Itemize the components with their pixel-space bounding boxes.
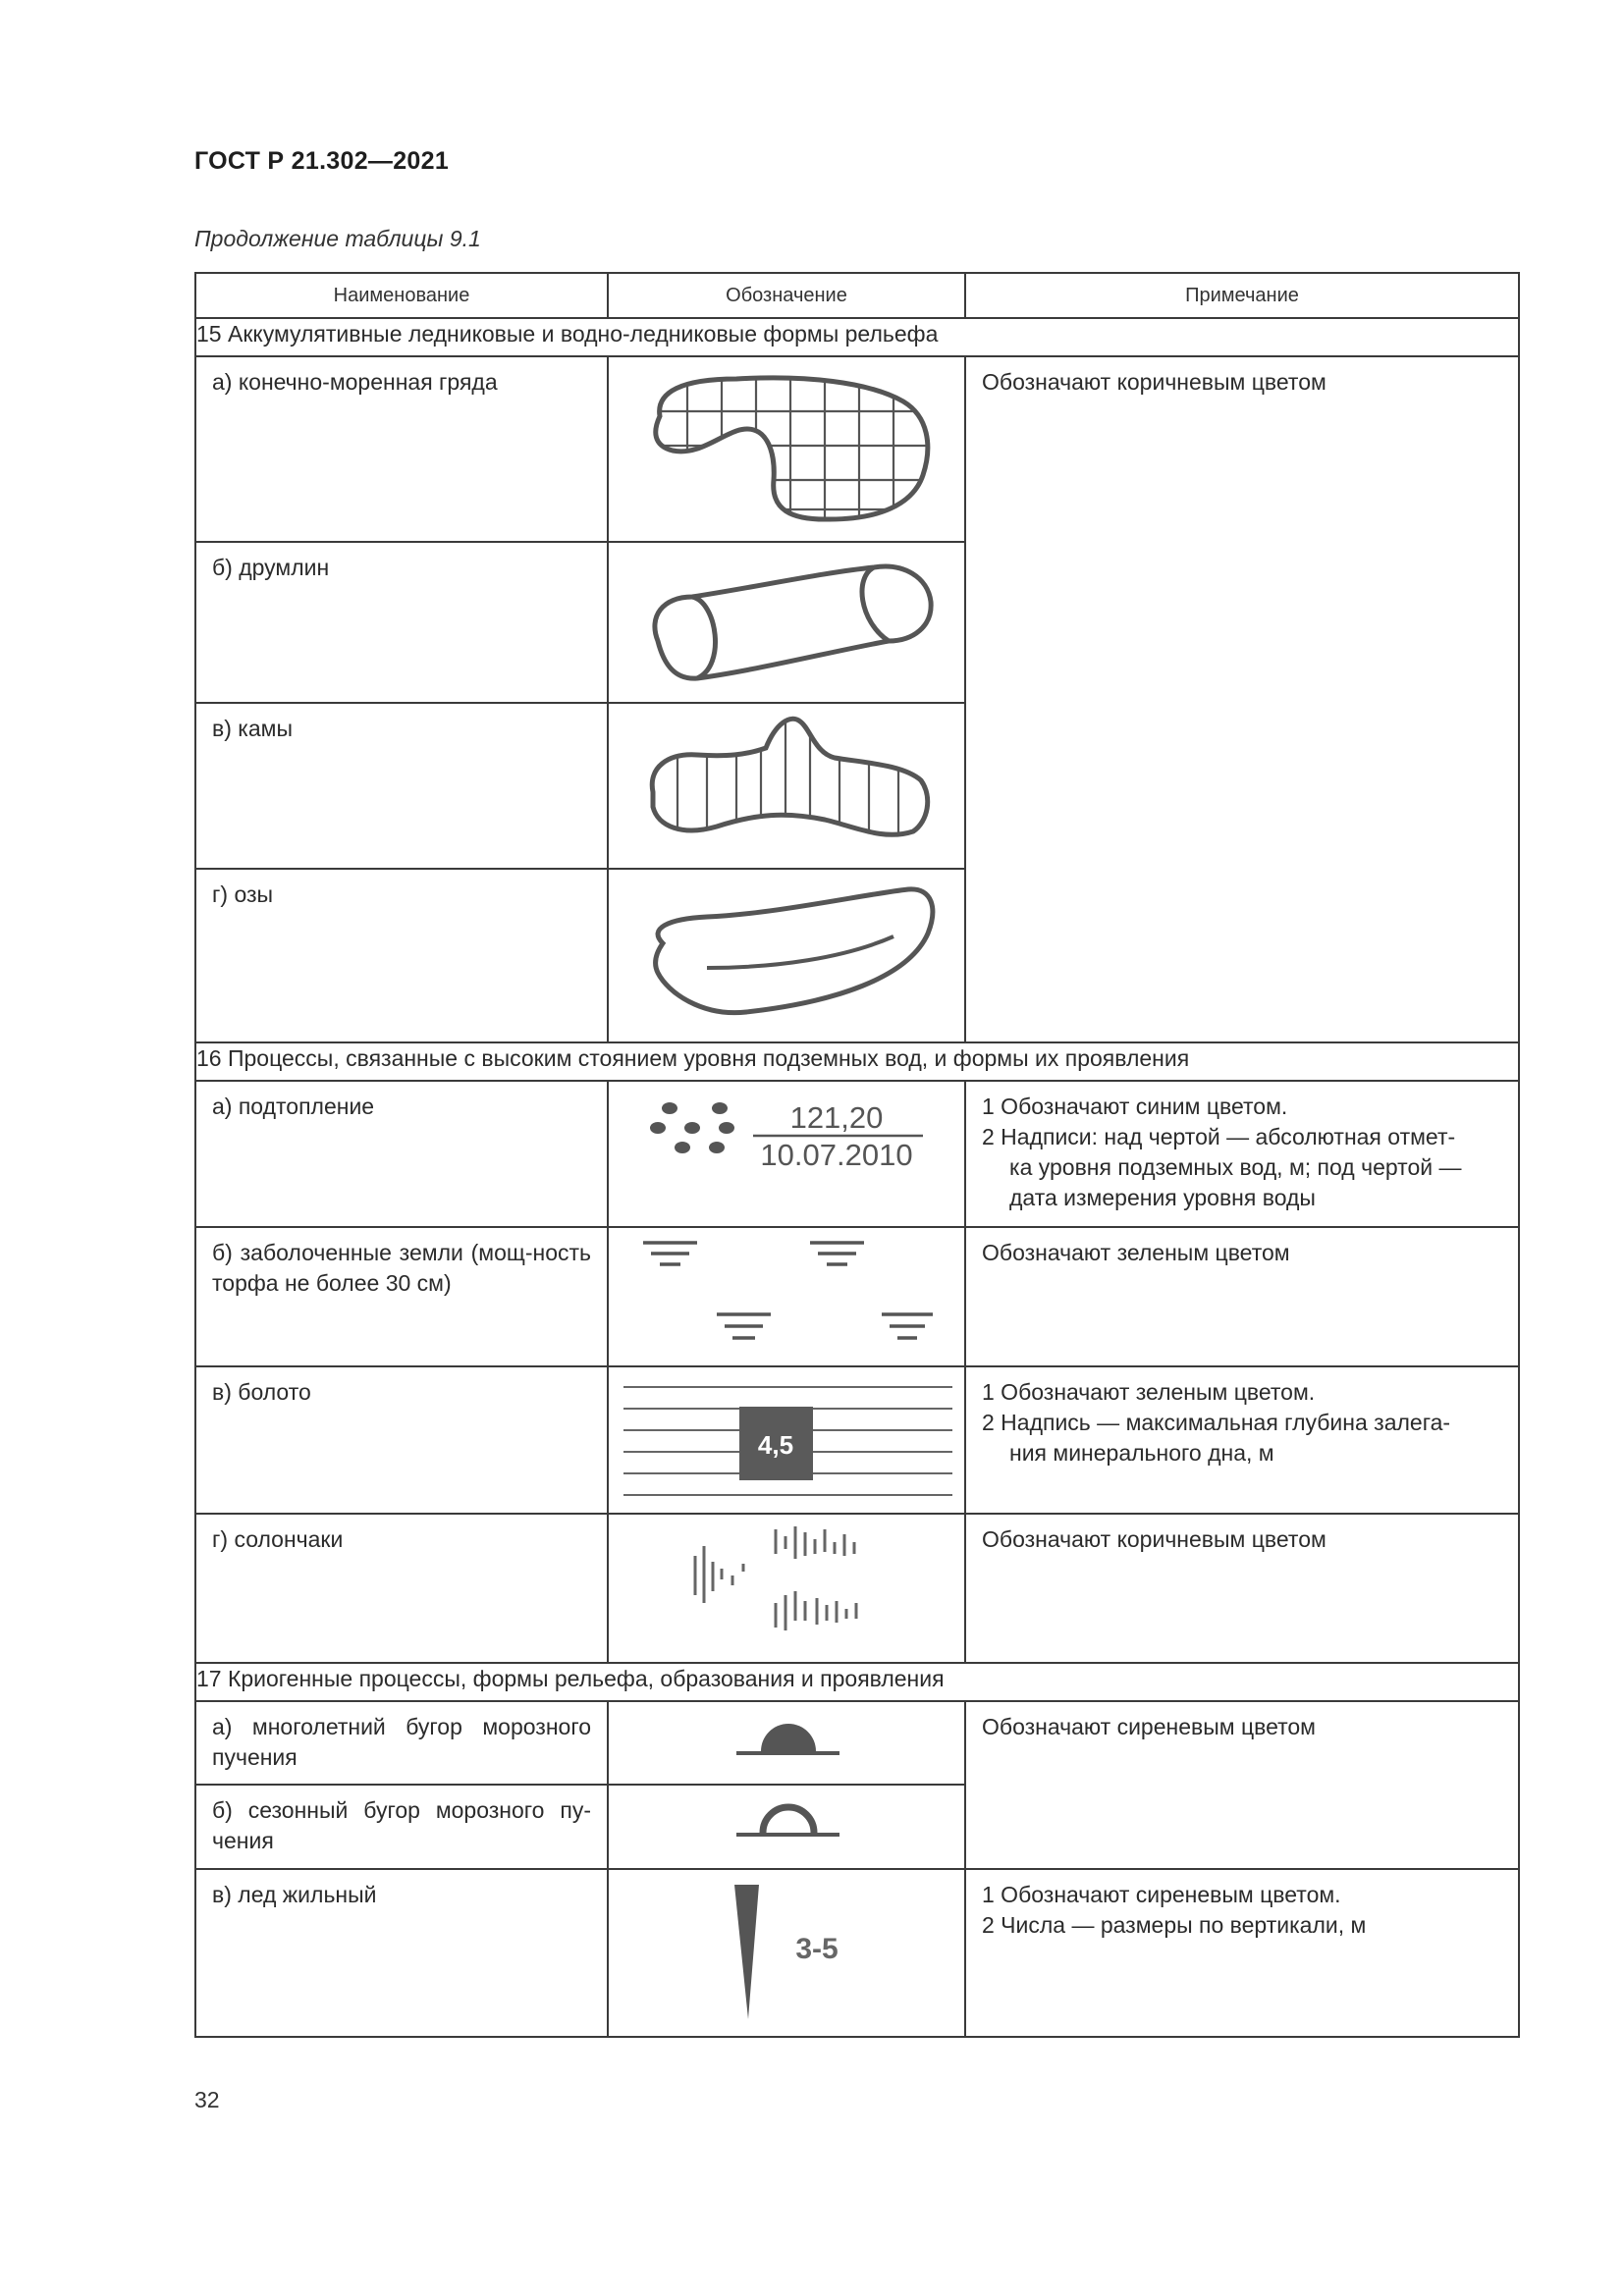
document-header: ГОСТ Р 21.302—2021 [194,147,450,175]
row-symbol [608,1869,965,2037]
section-row [195,318,1519,356]
table-row [195,1366,1519,1514]
table-row [195,1081,1519,1227]
ice-wedge-size-label: 3-5 [795,1933,839,1965]
row-name: в) лед жильный [195,1869,608,2037]
eskers-symbol [609,870,966,1041]
table-row [195,1514,1519,1663]
section-row [195,1663,1519,1701]
column-header-note: Примечание [965,273,1519,318]
note-line: 2 Числа — размеры по вертикали, м [982,1912,1367,1938]
table-caption: Продолжение таблицы 9.1 [194,226,481,251]
row-symbol [608,703,965,869]
column-header-name: Наименование [195,273,608,318]
section-title: 17 Криогенные процессы, формы рельефа, образования и проявления [195,1663,1519,1701]
row-name: б) друмлин [195,542,608,703]
table-row [195,1227,1519,1366]
row-symbol [608,542,965,703]
page-number: 32 [194,2087,220,2112]
note-line: 1 Обозначают синим цветом. [982,1094,1288,1119]
row-symbol [608,1227,965,1366]
note-line: 1 Обозначают зеленым цветом. [982,1379,1316,1405]
row-name: в) болото [195,1366,608,1514]
note-line: ка уровня подземных вод, м; под чертой — [1009,1154,1462,1180]
row-note: Обозначают зеленым цветом [965,1227,1519,1366]
note-line: ния минерального дна, м [1009,1440,1274,1466]
end-moraine-ridge-symbol [609,357,966,541]
row-note: Обозначают сиреневым цветом [965,1701,1519,1869]
perennial-frost-mound-symbol [609,1702,966,1784]
row-name: а) подтопление [195,1081,608,1227]
wetland-symbol [609,1228,966,1365]
section-title: 16 Процессы, связанные с высоким стоянием уровня подземных вод, и формы их проявления [195,1042,1519,1081]
table-row [195,356,1519,542]
row-symbol [608,1081,965,1227]
note-line: 2 Надпись — максимальная глубина залега- [982,1410,1451,1435]
row-name: г) озы [195,869,608,1042]
row-name: б) сезонный бугор морозного пу-чения [195,1785,608,1869]
measurement-date-label: 10.07.2010 [760,1138,913,1172]
row-note [965,1366,1519,1514]
row-note [965,1081,1519,1227]
row-name: б) заболоченные земли (мощ-ность торфа не более 30 см) [195,1227,608,1366]
seasonal-frost-mound-symbol [609,1786,966,1868]
row-note [965,1869,1519,2037]
row-name: в) камы [195,703,608,869]
note-line: дата измерения уровня воды [1009,1185,1316,1210]
row-symbol [608,1366,965,1514]
row-symbol [608,869,965,1042]
row-note: Обозначают коричневым цветом [965,356,1519,1042]
row-name: а) конечно-моренная гряда [195,356,608,542]
drumlin-symbol [609,543,966,702]
row-name: а) многолетний бугор морозного пучения [195,1701,608,1785]
table-row [195,1869,1519,2037]
row-symbol [608,356,965,542]
solonchak-symbol [609,1515,966,1662]
swamp-depth-label: 4,5 [757,1430,794,1460]
waterlogging-symbol [609,1082,966,1226]
ice-wedge-symbol [609,1870,966,2036]
row-symbol [608,1701,965,1785]
row-symbol [608,1514,965,1663]
table-row [195,1701,1519,1785]
groundwater-elevation-label: 121,20 [789,1100,884,1135]
row-name: г) солончаки [195,1514,608,1663]
column-header-symbol: Обозначение [608,273,965,318]
section-title: 15 Аккумулятивные ледниковые и водно-ледниковые формы рельефа [195,318,1519,356]
symbols-table [194,272,1520,2038]
kames-symbol [609,704,966,868]
table-header-row [195,273,1519,318]
row-symbol [608,1785,965,1869]
row-note: Обозначают коричневым цветом [965,1514,1519,1663]
section-row [195,1042,1519,1081]
note-line: 1 Обозначают сиреневым цветом. [982,1882,1341,1907]
note-line: 2 Надписи: над чертой — абсолютная отмет- [982,1124,1456,1149]
swamp-symbol [609,1367,966,1513]
